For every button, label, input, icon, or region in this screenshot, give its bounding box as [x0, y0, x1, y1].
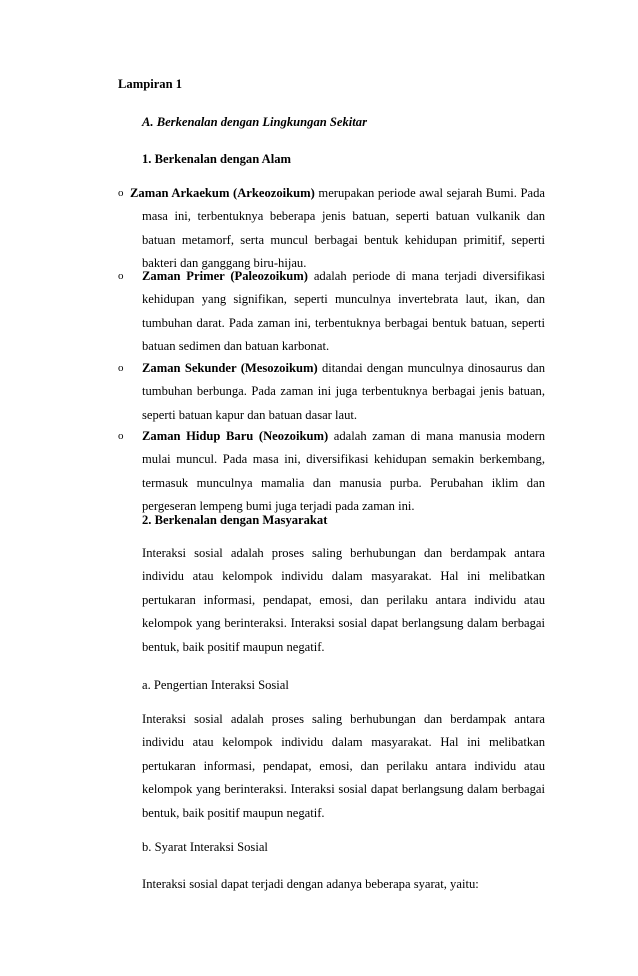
bullet-body: adalah periode di mana terjadi diversifikasi kehidupan yang signifikan, seperti munculnya invertebrata laut, ikan, dan tumbuhan darat. Pada zaman ini, terbentuknya berbagai bentuk batuan, seperti batuan sedimen dan batuan karbonat. [142, 269, 545, 354]
bullet-term: Zaman Arkaekum (Arkeozoikum) [130, 186, 315, 200]
section-a-title: A. Berkenalan dengan Lingkungan Sekitar [142, 115, 367, 129]
paragraph-syarat: Interaksi sosial dapat terjadi dengan adanya beberapa syarat, yaitu: [142, 877, 479, 891]
page-heading: Lampiran 1 [118, 77, 183, 91]
section-1-title: 1. Berkenalan dengan Alam [142, 152, 292, 166]
bullet-term: Zaman Sekunder (Mesozoikum) [142, 361, 318, 375]
bullet-text [142, 425, 545, 519]
bullet-body: merupakan periode awal sejarah Bumi. Pada masa ini, terbentuknya beberapa jenis batuan, seperti batuan vulkanik dan batuan metamorf, serta muncul berbagai bentuk kehidupan primitif, seperti bakteri dan ganggang biru-hijau. [142, 186, 545, 271]
bullet-text [142, 357, 545, 427]
bullet-text [130, 182, 545, 276]
paragraph-interaksi-2: Interaksi sosial adalah proses saling berhubungan dan berdampak antara individu atau kelompok individu dalam masyarakat. Hal ini melibatkan pertukaran informasi, pendapat, emosi, dan perilaku antara individu atau kelompok yang berinteraksi. Interaksi sosial dapat berlangsung dalam berbagai bentuk, baik positif maupun negatif. [142, 712, 545, 820]
bullet-term: Zaman Primer (Paleozoikum) [142, 269, 308, 283]
bullet-body: adalah zaman di mana manusia modern mulai muncul. Pada masa ini, diversifikasi kehidupan semakin berkembang, termasuk munculnya mamalia dan manusia purba. Perubahan iklim dan pergeseran lempeng bumi juga terjadi pada zaman ini. [142, 429, 545, 514]
bullet-marker: o [118, 362, 124, 374]
bullet-body: ditandai dengan munculnya dinosaurus dan tumbuhan berbunga. Pada zaman ini juga terbentuknya berbagai jenis batuan, seperti batuan kapur dan batuan dasar laut. [142, 361, 545, 422]
section-2-title: 2. Berkenalan dengan Masyarakat [142, 513, 328, 527]
bullet-paleozoikum [118, 265, 545, 359]
bullet-text [142, 265, 545, 359]
bullet-neozoikum [118, 425, 545, 519]
bullet-arkeozoikum [118, 182, 545, 276]
bullet-term: Zaman Hidup Baru (Neozoikum) [142, 429, 329, 443]
bullet-marker: o [118, 430, 124, 442]
subsection-a-title: a. Pengertian Interaksi Sosial [142, 678, 289, 692]
bullet-mesozoikum [118, 357, 545, 427]
bullet-marker: o [118, 187, 124, 199]
paragraph-interaksi-1: Interaksi sosial adalah proses saling berhubungan dan berdampak antara individu atau kelompok individu dalam masyarakat. Hal ini melibatkan pertukaran informasi, pendapat, emosi, dan perilaku antara individu atau kelompok yang berinteraksi. Interaksi sosial dapat berlangsung dalam berbagai bentuk, baik positif maupun negatif. [142, 546, 545, 654]
subsection-b-title: b. Syarat Interaksi Sosial [142, 840, 268, 854]
bullet-marker: o [118, 270, 124, 282]
